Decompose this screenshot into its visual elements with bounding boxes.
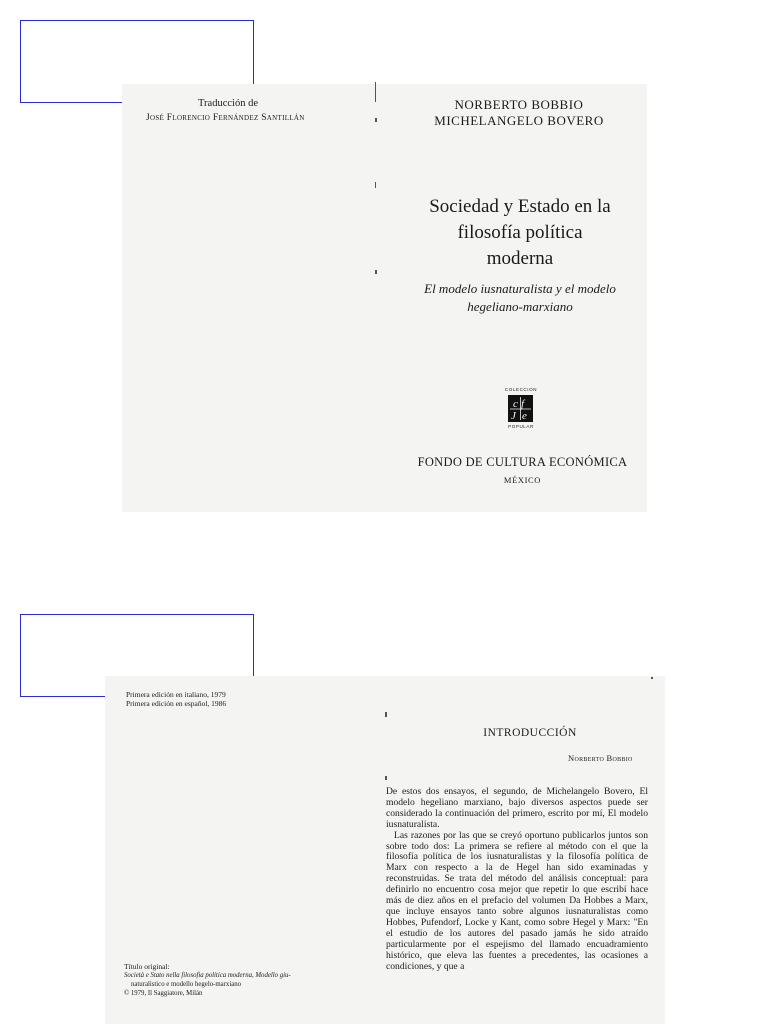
svg-text:e: e [522, 410, 527, 422]
scanned-page-top [122, 84, 647, 512]
collection-label-top: COLECCION [504, 387, 538, 392]
paragraph-1: De estos dos ensayos, el segundo, de Michelangelo Bovero, El modelo hegeliano marxiano, bajo diversos aspectos puede ser considerado la continuación del primero, escrito por mí, El modelo iusnaturalista. [386, 786, 648, 830]
translator-name: José Florencio Fernández Santillán [146, 113, 305, 123]
book-title-line-1: Sociedad y Estado en la [429, 196, 611, 217]
svg-text:J: J [511, 410, 516, 422]
original-title-label: Título original: [124, 962, 170, 971]
original-title-line-1: Società e Stato nella filosofia politica moderna, Modello giu- [124, 972, 291, 979]
edition-line-1: Primera edición en italiano, 1979 [126, 690, 226, 699]
gutter-mark [651, 677, 653, 679]
book-title-line-2: filosofía política [457, 222, 583, 243]
introduction-body [386, 787, 648, 972]
translation-label: Traducción de [198, 98, 258, 109]
original-title-line-2: naturalistico e modello hegelo-marxiano [131, 981, 242, 988]
copyright-line: © 1979, Il Saggiatore, Milán [124, 990, 203, 997]
book-title-line-3: moderna [486, 248, 554, 269]
gutter-mark [375, 118, 377, 122]
gutter-mark [375, 82, 376, 102]
publisher-city: MÉXICO [503, 475, 542, 485]
svg-text:f: f [521, 398, 525, 410]
author-1: NORBERTO BOBBIO [454, 97, 584, 112]
section-heading: INTRODUCCIÓN [483, 727, 577, 739]
byline: Norberto Bobbio [568, 753, 633, 763]
gutter-mark [385, 776, 387, 780]
subtitle-line-2: hegeliano-marxiano [467, 299, 573, 314]
author-2: MICHELANGELO BOVERO [434, 113, 604, 128]
svg-text:c: c [513, 398, 518, 410]
collection-label-bottom: POPULAR [508, 424, 534, 429]
publisher-name: FONDO DE CULTURA ECONÓMICA [417, 455, 628, 469]
edition-line-2: Primera edición en español, 1986 [126, 699, 227, 708]
gutter-mark [375, 270, 377, 274]
gutter-mark [385, 712, 387, 717]
paragraph-2: Las razones por las que se creyó oportuno publicarlos juntos son sobre todo dos: La primera se refiere al método con el que la filosofía política de los iusnaturalistas y la filosofía política de Marx con respecto a la de Hegel han sido examinadas y reconstruidas. Se trata del método del análisis conceptual: para definirlo no encuentro cosa mejor que repetir lo que escribí hace más de diez años en el prefacio del volumen Da Hobbes a Marx, que incluye ensayos tanto sobre algunos iusnaturalistas como Hobbes, Pufendorf, Locke y Kant, como sobre Hegel y Marx: "En el estudio de los autores del pasado jamás he sido atraído particularmente por el espejismo del llamado encuadramiento histórico, que eleva las fuentes a precedentes, las ocasiones a condiciones, y que a [386, 829, 648, 972]
subtitle-line-1: El modelo iusnaturalista y el modelo [424, 281, 616, 296]
gutter-mark [375, 182, 376, 188]
